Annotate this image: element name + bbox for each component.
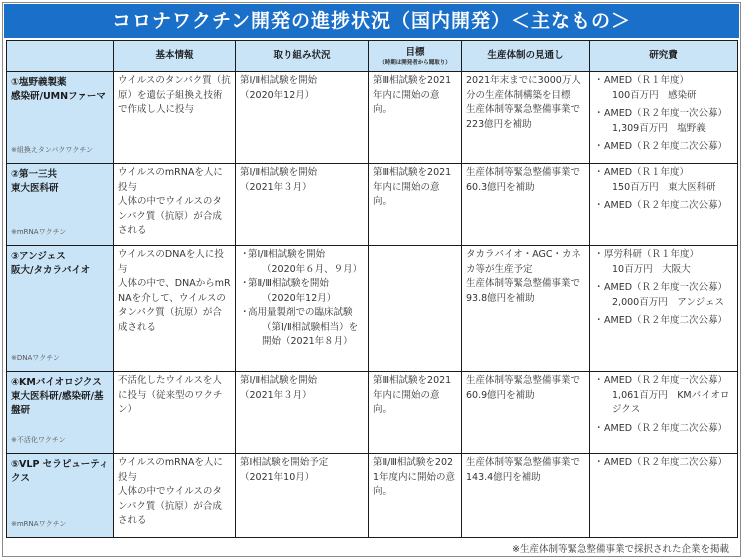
vaccine-type-note: ※DNAワクチン (11, 353, 60, 362)
bullet-icon: ・ (240, 307, 250, 318)
funding-source: AMED（Ｒ２年度二次公募） (604, 315, 728, 326)
footnote: ※生産体制等緊急整備事業で採択された企業を掲載 (512, 544, 729, 555)
company-name: ③アンジェス (11, 251, 66, 262)
funding-source: AMED（Ｒ２年度二次公募） (604, 200, 728, 211)
funding-item (594, 140, 733, 155)
basic-info-cell-line: ウイルスのmRNAを人に投与 (118, 457, 223, 483)
status-item-detail: （第Ⅰ/Ⅱ相試験相当）を開始（2021年８月） (262, 321, 359, 347)
funding-item (594, 74, 733, 103)
status-item (240, 248, 364, 277)
company-name: 東大医科研/感染研/基盤研 (11, 391, 104, 416)
bullet-icon: ・ (594, 200, 604, 211)
funding-item (594, 107, 733, 136)
goal-cell-line: 第Ⅲ相試験を2021年内に開始の意向。 (373, 167, 452, 207)
status-cell-line: （2021年３月） (240, 181, 312, 193)
table-row (7, 454, 738, 538)
bullet-icon: ・ (594, 167, 604, 178)
funding-amount: 1,061百万円 KMバイオロジクス (612, 389, 730, 415)
funding-item (594, 374, 733, 418)
funding-source: AMED（Ｒ１年度） (604, 75, 690, 86)
funding-item (594, 314, 733, 329)
vaccine-progress-table (6, 40, 738, 538)
status-item-label: 第Ⅱ/Ⅲ相試験を開始 (248, 278, 329, 289)
funding-amount: 150百万円 東大医科研 (612, 181, 716, 193)
status-cell-line: 第Ⅰ/Ⅱ相試験を開始 (240, 375, 318, 386)
table-row (7, 246, 738, 372)
funding-item (594, 281, 733, 310)
goal-cell (369, 372, 462, 454)
header-blank (7, 41, 114, 72)
status-cell (236, 454, 369, 538)
production-cell (462, 246, 590, 372)
bullet-icon: ・ (240, 278, 250, 289)
funding-amount: 1,309百万円 塩野義 (612, 122, 706, 134)
company-cell (7, 246, 114, 372)
vaccine-type-note: ※mRNAワクチン (11, 227, 67, 236)
bullet-icon: ・ (594, 75, 604, 86)
funding-cell (590, 372, 738, 454)
bullet-icon: ・ (594, 422, 604, 434)
basic-info-cell (114, 246, 236, 372)
funding-source: AMED（Ｒ２年度一次公募） (604, 108, 728, 119)
page-title: コロナワクチン開発の進捗状況（国内開発）＜主なもの＞ (4, 4, 739, 38)
table-row (7, 164, 738, 246)
basic-info-cell-line: 人体の中でウイルスのタンパク質（抗原）が合成される (118, 196, 222, 236)
status-item-detail: （2020年６月、９月） (262, 263, 363, 275)
funding-item (594, 199, 733, 214)
funding-source: 厚労科研（Ｒ１年度） (604, 249, 700, 260)
status-cell (236, 246, 369, 372)
status-cell-line: 第Ⅰ/Ⅱ相試験を開始 (240, 167, 318, 178)
basic-info-cell-line: ウイルスのタンパク質（抗原）を遺伝子組換え技術で作成し人に投与 (118, 75, 231, 115)
company-cell (7, 72, 114, 164)
goal-cell (369, 454, 462, 538)
basic-info-cell (114, 372, 236, 454)
bullet-icon: ・ (594, 249, 604, 260)
table-row (7, 372, 738, 454)
bullet-icon: ・ (594, 375, 604, 386)
basic-info-cell (114, 72, 236, 164)
basic-info-cell (114, 164, 236, 246)
header-goal-note: （時期は開発者から聞取り） (379, 60, 451, 66)
bullet-icon: ・ (594, 141, 604, 152)
company-name: ⑤VLP セラピューティクス (11, 459, 109, 484)
funding-item (594, 456, 733, 471)
bullet-icon: ・ (594, 282, 604, 293)
bullet-icon: ・ (594, 315, 604, 326)
header-funding: 研究費 (590, 41, 738, 72)
funding-source: AMED（Ｒ２年度一次公募） (604, 375, 728, 386)
company-cell (7, 372, 114, 454)
status-item (240, 306, 364, 350)
status-cell-line: 第Ⅰ相試験を開始予定 (240, 457, 329, 468)
status-item-label: 第Ⅰ/Ⅱ相試験を開始 (248, 249, 326, 260)
production-cell-line: 生産体制等緊急整備事業で60.9億円を補助 (466, 375, 581, 401)
table-header-row (7, 41, 738, 72)
funding-item (594, 166, 733, 195)
company-cell (7, 454, 114, 538)
status-item-label: 高用量製剤での臨床試験 (248, 307, 353, 318)
production-cell-line: 2021年末までに3000万人分の生産体制構築を目標 (466, 75, 581, 101)
status-item (240, 277, 364, 306)
goal-cell-line: 第Ⅲ相試験を2021年内に開始の意向。 (373, 75, 452, 115)
header-goal-label: 目標 (405, 47, 425, 58)
bullet-icon: ・ (240, 249, 250, 260)
production-cell (462, 164, 590, 246)
basic-info-cell (114, 454, 236, 538)
goal-cell (369, 164, 462, 246)
status-cell (236, 164, 369, 246)
funding-source: AMED（Ｒ２年度二次公募） (604, 422, 728, 434)
status-cell-line: （2021年３月） (240, 389, 312, 401)
company-name: 感染研/UMNファーマ (11, 91, 106, 102)
header-basic-info: 基本情報 (114, 41, 236, 72)
basic-info-cell-line: ウイルスのmRNAを人に投与 (118, 167, 223, 193)
production-cell-line: 生産体制等緊急整備事業で223億円を補助 (466, 104, 581, 130)
status-item-detail: （2020年12月） (262, 292, 337, 304)
company-name: ②第一三共 (11, 169, 58, 180)
bullet-icon: ・ (594, 108, 604, 119)
vaccine-type-note: ※mRNAワクチン (11, 519, 67, 528)
status-cell-line: （2021年10月） (240, 471, 315, 483)
status-cell-line: 第Ⅰ/Ⅱ相試験を開始 (240, 75, 318, 86)
vaccine-type-note: ※組換えタンパクワクチン (11, 145, 94, 154)
basic-info-cell-line: ウイルスのDNAを人に投与 (118, 249, 224, 275)
company-name: ④KMバイオロジクス (11, 377, 102, 388)
funding-source: AMED（Ｒ１年度） (604, 167, 690, 178)
production-cell (462, 454, 590, 538)
funding-source: AMED（Ｒ２年度二次公募） (604, 457, 728, 468)
company-name: ①塩野義製薬 (11, 77, 67, 88)
status-cell-line: （2020年12月） (240, 89, 315, 101)
header-goal (369, 41, 462, 72)
funding-cell (590, 164, 738, 246)
production-cell (462, 372, 590, 454)
goal-cell-line: 第Ⅲ相試験を2021年内に開始の意向。 (373, 375, 452, 415)
table-row (7, 72, 738, 164)
production-cell-line: 生産体制等緊急整備事業で60.3億円を補助 (466, 167, 581, 193)
basic-info-cell-line: 不活化したウイルスを人に投与（従来型のワクチン） (118, 375, 223, 415)
production-cell (462, 72, 590, 164)
funding-cell (590, 72, 738, 164)
goal-cell-line: 第Ⅱ/Ⅲ相試験を2021年度内に開始の意向。 (373, 457, 456, 497)
production-cell-line: タカラバイオ・AGC・カネカ等が生産予定 (466, 249, 582, 275)
header-status: 取り組み状況 (236, 41, 369, 72)
goal-cell (369, 72, 462, 164)
funding-source: AMED（Ｒ２年度一次公募） (604, 282, 728, 293)
status-cell (236, 372, 369, 454)
header-production: 生産体制の見通し (462, 41, 590, 72)
funding-item (594, 422, 733, 437)
company-name: 東大医科研 (11, 183, 59, 194)
status-cell (236, 72, 369, 164)
production-cell-line: 生産体制等緊急整備事業で143.4億円を補助 (466, 457, 581, 483)
funding-amount: 10百万円 大阪大 (612, 263, 691, 275)
funding-source: AMED（Ｒ２年度二次公募） (604, 141, 728, 152)
production-cell-line: 生産体制等緊急整備事業で93.8億円を補助 (466, 278, 581, 304)
company-cell (7, 164, 114, 246)
company-name: 阪大/タカラバイオ (11, 265, 91, 276)
goal-cell (369, 246, 462, 372)
basic-info-cell-line: 人体の中で、DNAからmRNAを介して、ウイルスのタンパク質（抗原）が合成される (118, 278, 231, 333)
funding-cell (590, 246, 738, 372)
funding-amount: 2,000百万円 アンジェス (612, 296, 724, 308)
funding-cell (590, 454, 738, 538)
funding-amount: 100百万円 感染研 (612, 89, 697, 101)
vaccine-type-note: ※不活化ワクチン (11, 435, 66, 444)
bullet-icon: ・ (594, 457, 604, 468)
basic-info-cell-line: 人体の中でウイルスのタンパク質（抗原）が合成される (118, 486, 222, 526)
funding-item (594, 248, 733, 277)
